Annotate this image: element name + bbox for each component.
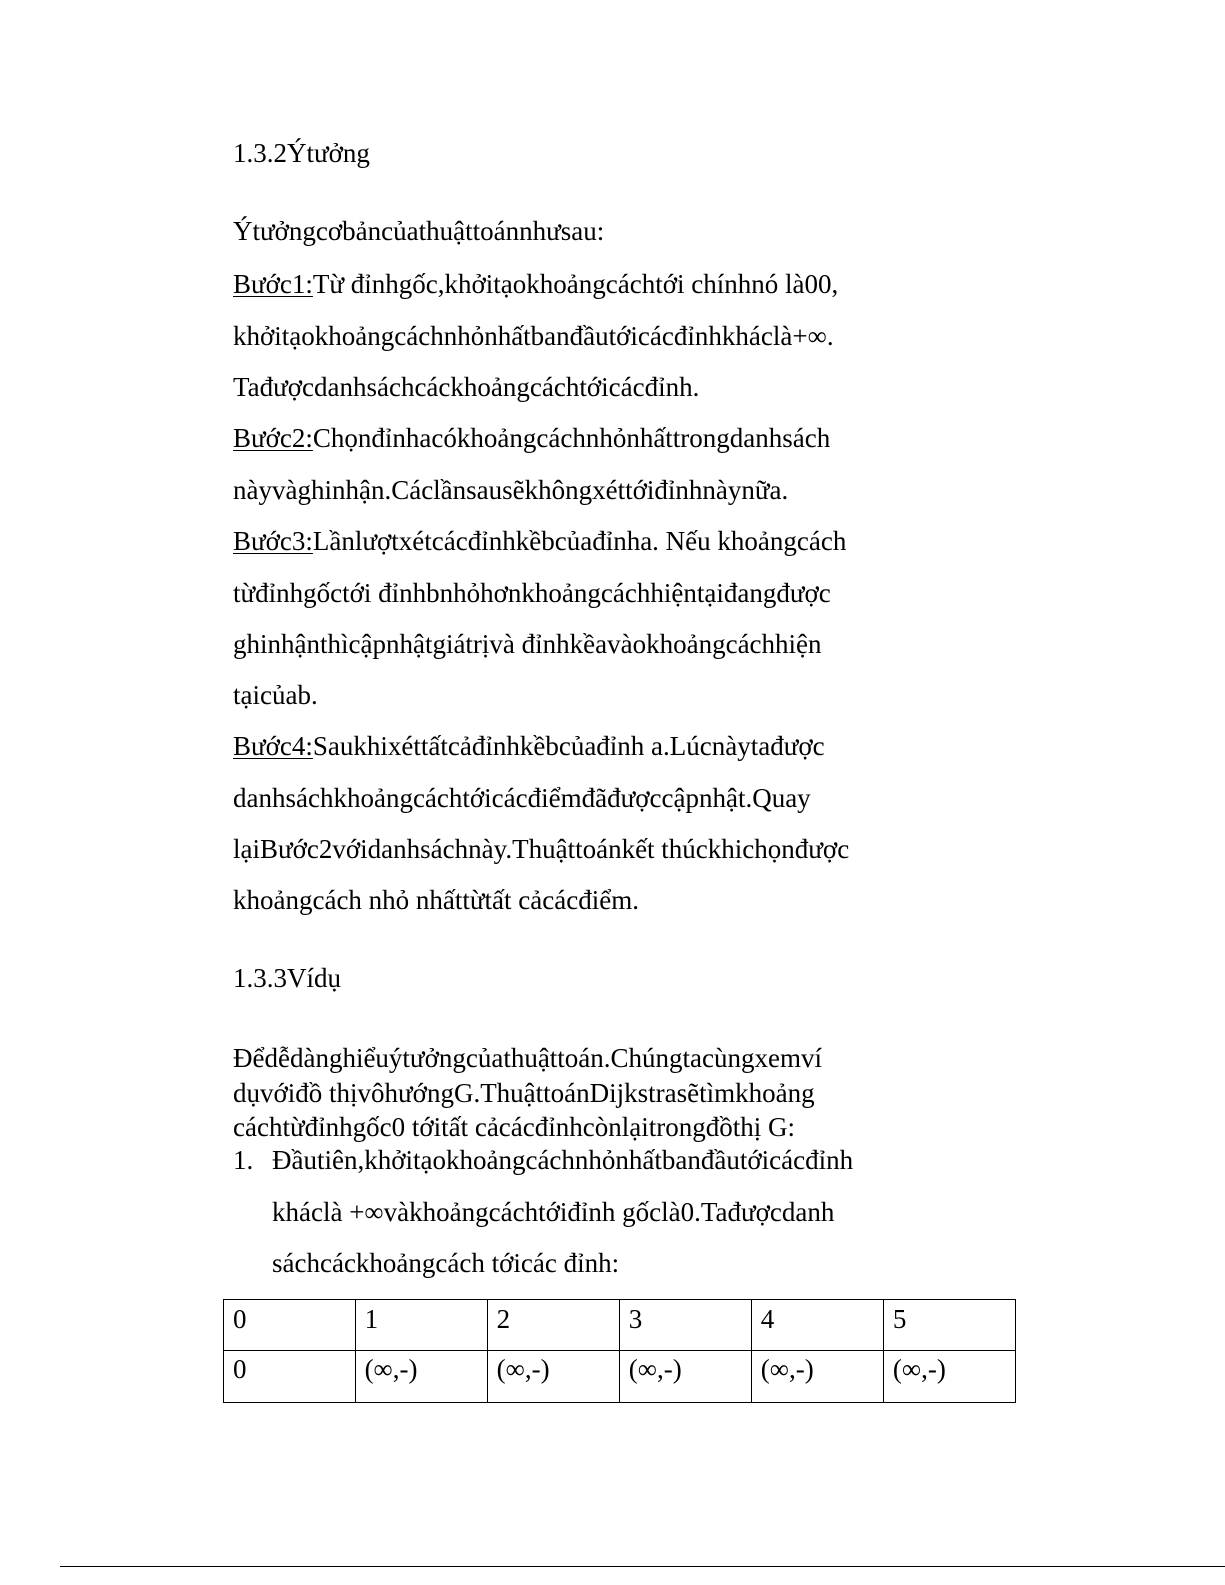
step-3-line-1: Bước3:Lầnlượtxétcácđỉnhkềbcủađỉnha. Nếu khoảngcách — [233, 526, 847, 556]
page-bottom-rule — [60, 1566, 1225, 1567]
table-cell: (∞,-) — [751, 1351, 883, 1403]
step-3-line-2: từđỉnhgốctới đỉnhbnhỏhơnkhoảngcáchhiệntạiđangđược — [233, 578, 831, 608]
idea-intro: Ýtưởngcơbảncủathuậttoánnhưsau: — [233, 216, 605, 246]
step-1-label: Bước1: — [233, 269, 313, 299]
step-2-label: Bước2: — [233, 423, 313, 453]
list-item-marker: 1. — [233, 1145, 254, 1175]
step-1-line-1: Bước1:Từ đỉnhgốc,khởitạokhoảngcáchtới chínhnó là00, — [233, 269, 839, 299]
table-row — [224, 1351, 1016, 1403]
table-cell: (∞,-) — [619, 1351, 751, 1403]
step-4-label: Bước4: — [233, 731, 313, 761]
step-2-line-1: Bước2:Chọnđỉnhacókhoảngcáchnhỏnhấttrongdanhsách — [233, 423, 831, 453]
step-2-line-2: nàyvàghinhận.Cáclầnsausẽkhôngxéttớiđỉnhnàynữa. — [233, 475, 789, 505]
step-3-line-3: ghinhậnthìcậpnhậtgiátrịvà đỉnhkềavàokhoảngcáchhiện — [233, 629, 822, 659]
table-cell: 0 — [224, 1351, 356, 1403]
table-row — [224, 1300, 1016, 1351]
step-4-line-1: Bước4:Saukhixéttấtcảđỉnhkềbcủađỉnh a.Lúcnàytađược — [233, 731, 825, 761]
table-header-cell: 2 — [487, 1300, 619, 1351]
step-4-line-3: lạiBước2vớidanhsáchnày.Thuậttoánkết thúckhichọnđược — [233, 834, 850, 864]
list-item-line-1: Đầutiên,khởitạokhoảngcáchnhỏnhấtbanđầutớicácđỉnh — [272, 1145, 854, 1175]
distance-table — [223, 1299, 1016, 1403]
example-paragraph-line-1: Đểdễdànghiểuýtưởngcủathuậttoán.Chúngtacùngxemví — [233, 1043, 823, 1073]
step-4-line-2: danhsáchkhoảngcáchtớicácđiểmđãđượccậpnhật.Quay — [233, 783, 811, 813]
table-cell: (∞,-) — [487, 1351, 619, 1403]
step-4-line-4: khoảngcách nhỏ nhấttừtất cảcácđiểm. — [233, 885, 639, 915]
table-cell: (∞,-) — [355, 1351, 487, 1403]
example-paragraph-line-2: dụvớiđồ thịvôhướngG.ThuậttoánDijkstrasẽtìmkhoảng — [233, 1078, 815, 1108]
section-heading-idea: 1.3.2Ýtưởng — [233, 138, 370, 168]
table-header-cell: 3 — [619, 1300, 751, 1351]
table-header-cell: 5 — [883, 1300, 1015, 1351]
table-header-cell: 4 — [751, 1300, 883, 1351]
example-paragraph-line-3: cáchtừđỉnhgốc0 tớitất cảcácđỉnhcònlạitrongđồthị G: — [233, 1112, 795, 1142]
step-1-line-2: khởitạokhoảngcáchnhỏnhấtbanđầutớicácđỉnhkháclà+∞. — [233, 321, 834, 351]
table-cell: (∞,-) — [883, 1351, 1015, 1403]
step-1-line-3: Tađượcdanhsáchcáckhoảngcáchtớicácđỉnh. — [233, 372, 700, 402]
list-item-line-3: sáchcáckhoảngcách tớicác đỉnh: — [272, 1248, 620, 1278]
list-item-line-2: kháclà +∞vàkhoảngcáchtớiđỉnh gốclà0.Tađượcdanh — [272, 1197, 835, 1227]
table-header-cell: 0 — [224, 1300, 356, 1351]
step-3-line-4: tạicủab. — [233, 680, 318, 710]
table-header-cell: 1 — [355, 1300, 487, 1351]
section-heading-example: 1.3.3Vídụ — [233, 963, 341, 993]
step-3-label: Bước3: — [233, 526, 313, 556]
